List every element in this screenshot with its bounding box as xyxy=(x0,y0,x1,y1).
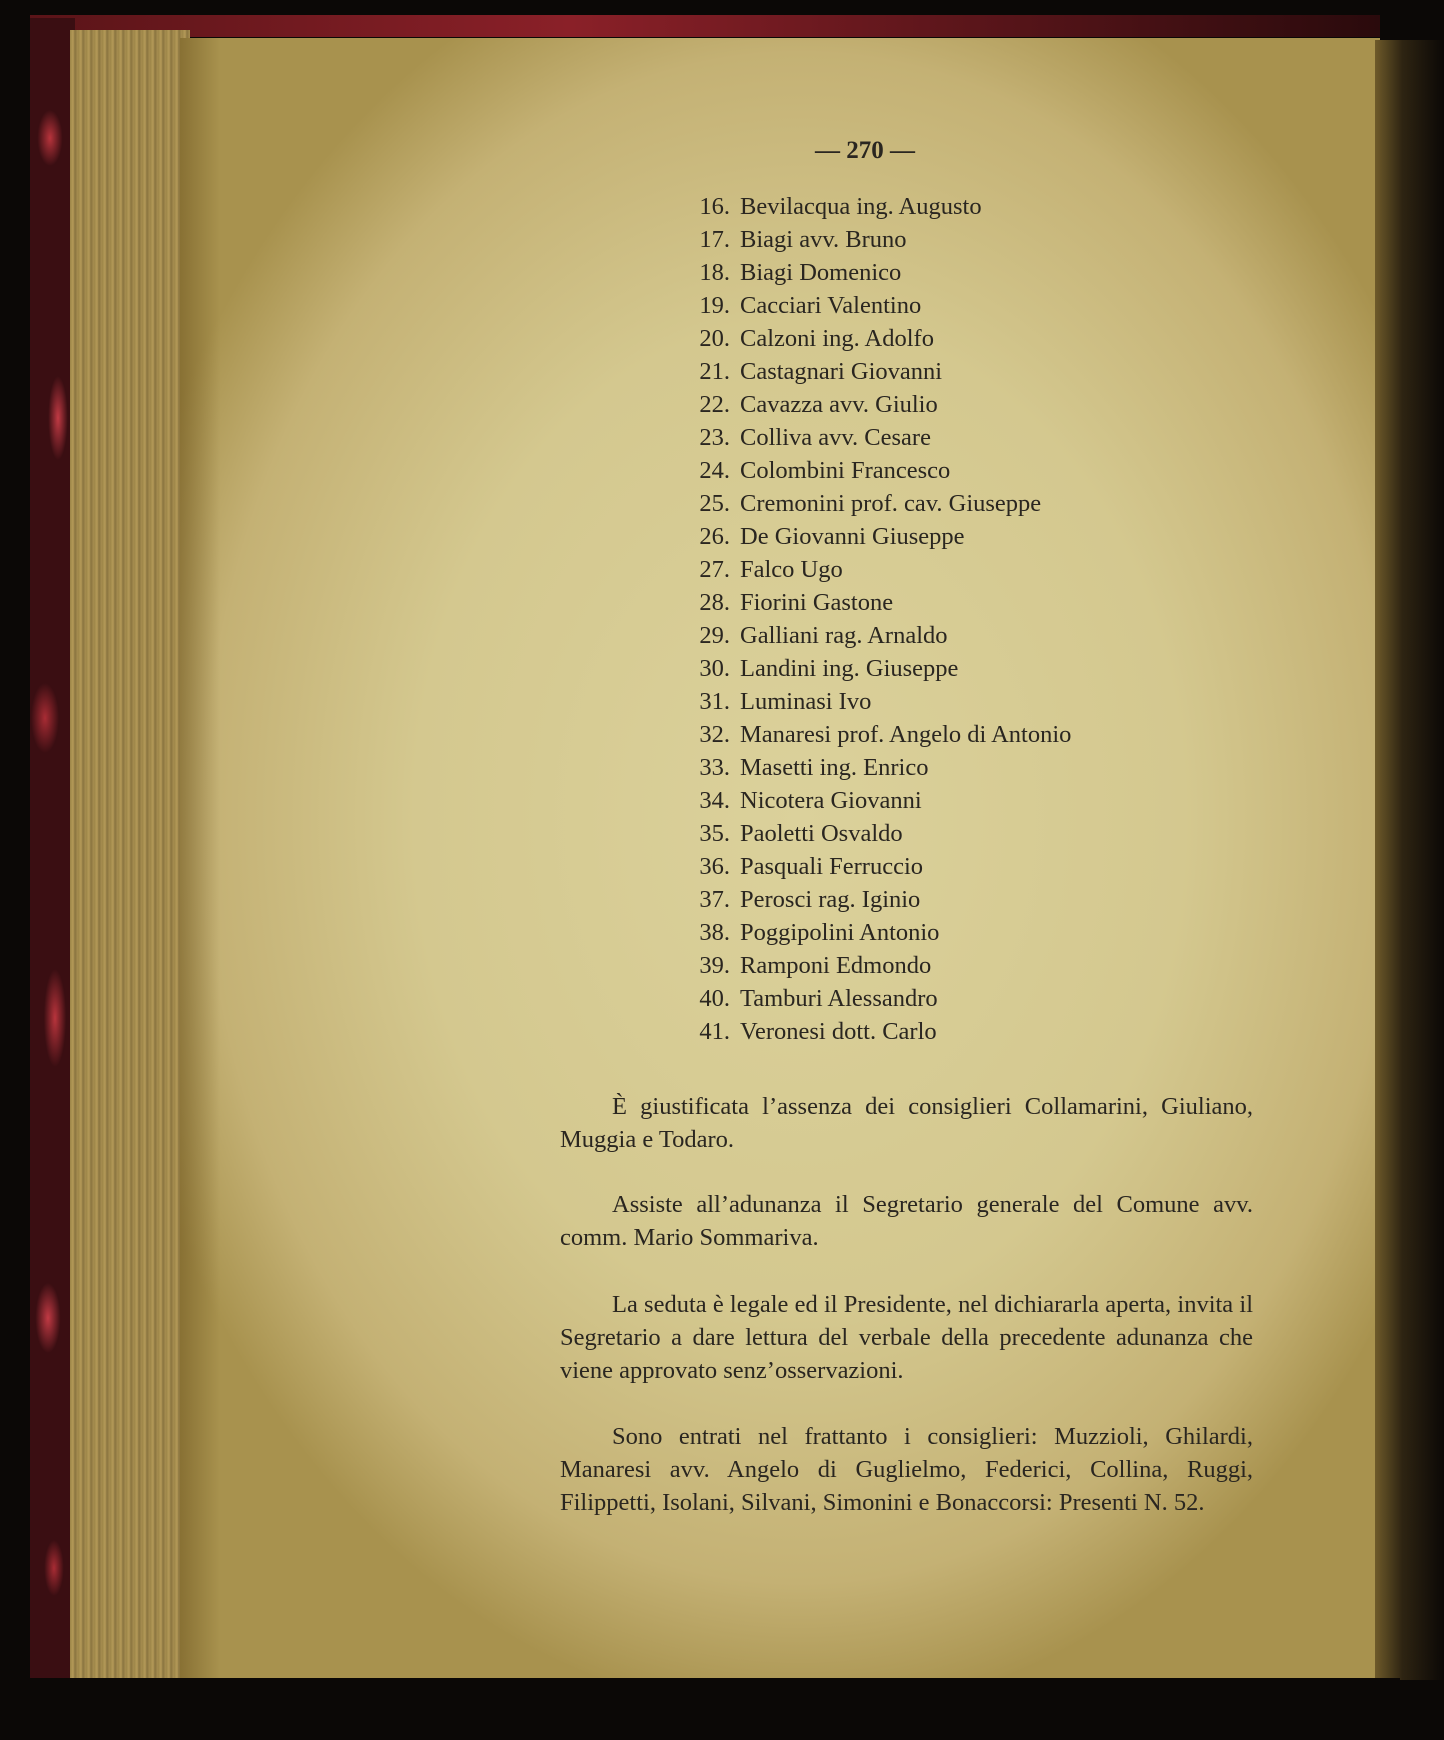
item-number: 17. xyxy=(699,226,730,253)
item-number: 31. xyxy=(699,688,730,715)
item-name: Fiorini Gastone xyxy=(740,589,894,616)
item-number: 37. xyxy=(699,886,730,913)
list-item xyxy=(668,883,1268,916)
list-item xyxy=(668,817,1268,850)
item-number: 26. xyxy=(699,523,730,550)
entered-paragraph: Sono entrati nel frattanto i consiglieri: Muzzioli, Ghilardi, Manaresi avv. Angelo di Guglielmo, Federici, Collina, Ruggi, Filippetti, Isolani, Silvani, Simonini e Bonaccorsi: Presenti N. 52. xyxy=(560,1423,1253,1516)
book-cover-top-edge xyxy=(30,15,1380,37)
list-item xyxy=(668,685,1268,718)
item-number: 18. xyxy=(699,259,730,286)
item-number: 28. xyxy=(699,589,730,616)
item-name: Poggipolini Antonio xyxy=(740,919,940,946)
page-right-gutter xyxy=(1375,40,1444,1680)
item-number: 22. xyxy=(699,391,730,418)
item-name: Cavazza avv. Giulio xyxy=(740,391,938,418)
item-number: 21. xyxy=(699,358,730,385)
item-name: Perosci rag. Iginio xyxy=(740,886,921,913)
item-name: Falco Ugo xyxy=(740,556,843,583)
list-item xyxy=(668,454,1268,487)
item-name: Pasquali Ferruccio xyxy=(740,853,924,880)
attendance-list xyxy=(668,190,1268,1048)
item-name: Colombini Francesco xyxy=(740,457,951,484)
item-name: Colliva avv. Cesare xyxy=(740,424,931,451)
absence-paragraph: È giustificata l’assenza dei consiglieri Collamarini, Giuliano, Muggia e Todaro. xyxy=(560,1093,1253,1153)
list-item xyxy=(668,421,1268,454)
item-number: 16. xyxy=(699,193,730,220)
list-item xyxy=(668,1015,1268,1048)
list-item xyxy=(668,322,1268,355)
session-paragraph: La seduta è legale ed il Presidente, nel dichiararla aperta, invita il Segretario a dare lettura del verbale della precedente adunanza che viene approvato senz’osservazioni. xyxy=(560,1291,1253,1384)
list-item xyxy=(668,751,1268,784)
list-item xyxy=(668,223,1268,256)
item-number: 41. xyxy=(699,1018,730,1045)
item-name: Biagi avv. Bruno xyxy=(740,226,907,253)
list-item xyxy=(668,388,1268,421)
list-item xyxy=(668,190,1268,223)
page-binding-shadow xyxy=(180,38,220,1678)
scan-bottom-border xyxy=(60,1678,1400,1740)
item-name: De Giovanni Giuseppe xyxy=(740,523,965,550)
list-item xyxy=(668,784,1268,817)
list-item xyxy=(668,718,1268,751)
page-number: — 270 — xyxy=(815,137,915,164)
list-item xyxy=(668,949,1268,982)
item-number: 39. xyxy=(699,952,730,979)
list-item xyxy=(668,850,1268,883)
item-number: 35. xyxy=(699,820,730,847)
item-name: Castagnari Giovanni xyxy=(740,358,943,385)
item-number: 38. xyxy=(699,919,730,946)
list-item xyxy=(668,355,1268,388)
item-number: 27. xyxy=(699,556,730,583)
item-name: Veronesi dott. Carlo xyxy=(740,1018,937,1045)
item-number: 34. xyxy=(699,787,730,814)
item-number: 23. xyxy=(699,424,730,451)
item-name: Ramponi Edmondo xyxy=(740,952,932,979)
item-name: Cremonini prof. cav. Giuseppe xyxy=(740,490,1042,517)
item-number: 19. xyxy=(699,292,730,319)
item-name: Nicotera Giovanni xyxy=(740,787,922,814)
item-number: 30. xyxy=(699,655,730,682)
item-name: Masetti ing. Enrico xyxy=(740,754,929,781)
list-item xyxy=(668,487,1268,520)
item-name: Bevilacqua ing. Augusto xyxy=(740,193,982,220)
list-item xyxy=(668,520,1268,553)
item-number: 24. xyxy=(699,457,730,484)
list-item xyxy=(668,652,1268,685)
item-number: 36. xyxy=(699,853,730,880)
item-name: Tamburi Alessandro xyxy=(740,985,938,1012)
item-name: Luminasi Ivo xyxy=(740,688,872,715)
list-item xyxy=(668,553,1268,586)
item-name: Cacciari Valentino xyxy=(740,292,922,319)
item-name: Calzoni ing. Adolfo xyxy=(740,325,934,352)
item-name: Manaresi prof. Angelo di Antonio xyxy=(740,721,1072,748)
list-item xyxy=(668,256,1268,289)
item-name: Paoletti Osvaldo xyxy=(740,820,903,847)
item-number: 32. xyxy=(699,721,730,748)
item-number: 29. xyxy=(699,622,730,649)
item-number: 20. xyxy=(699,325,730,352)
list-item xyxy=(668,982,1268,1015)
list-item xyxy=(668,586,1268,619)
secretary-paragraph: Assiste all’adunanza il Segretario generale del Comune avv. comm. Mario Sommariva. xyxy=(560,1191,1253,1251)
item-number: 33. xyxy=(699,754,730,781)
item-name: Biagi Domenico xyxy=(740,259,902,286)
list-item xyxy=(668,916,1268,949)
item-number: 40. xyxy=(699,985,730,1012)
page-stack-edge xyxy=(70,30,190,1680)
book-cover-marbled-edge xyxy=(30,18,75,1678)
item-name: Landini ing. Giuseppe xyxy=(740,655,959,682)
list-item xyxy=(668,619,1268,652)
item-name: Galliani rag. Arnaldo xyxy=(740,622,948,649)
item-number: 25. xyxy=(699,490,730,517)
list-item xyxy=(668,289,1268,322)
